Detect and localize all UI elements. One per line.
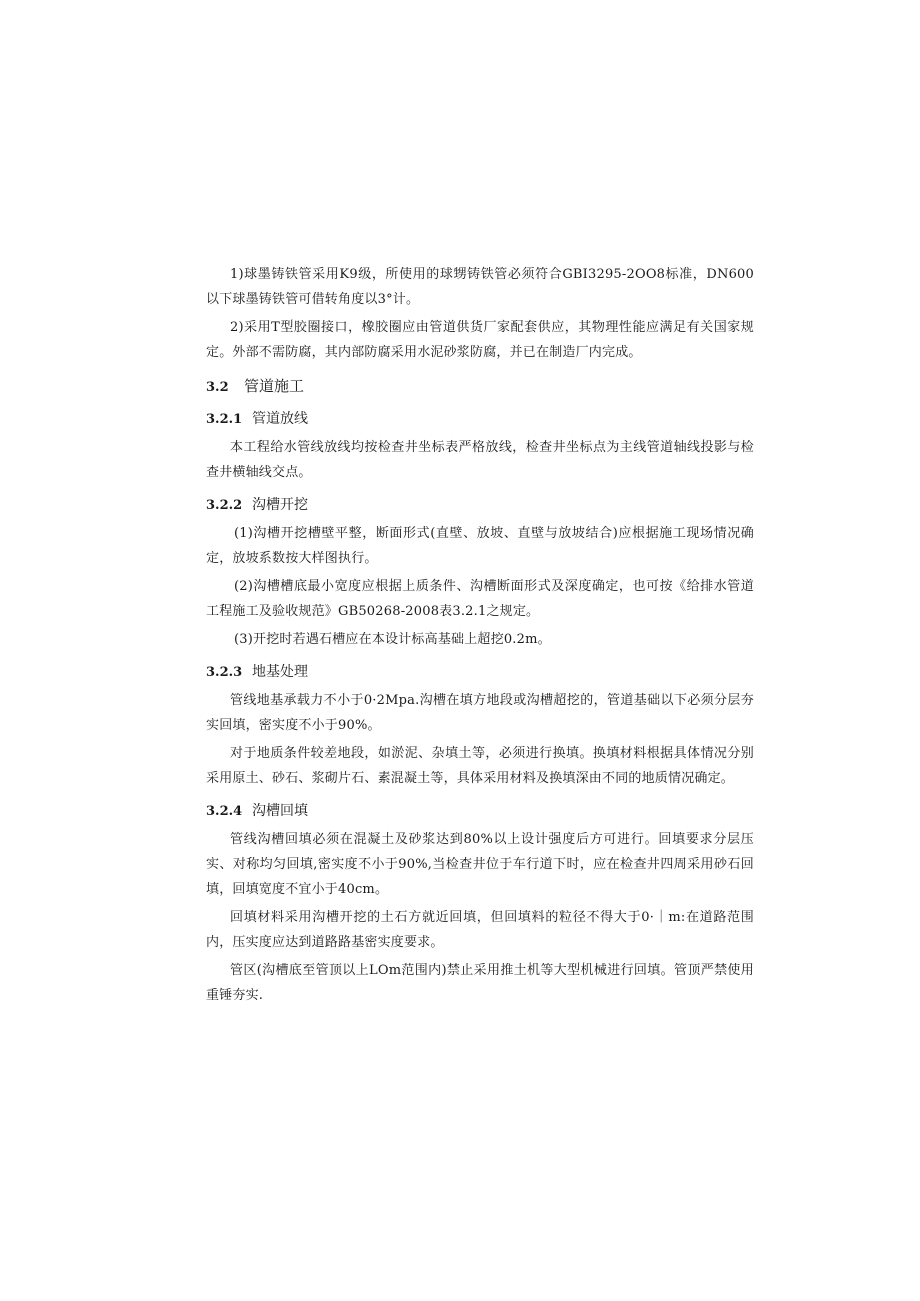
paragraph-3-2-2-2: (2)沟槽槽底最小宽度应根据上质条件、沟槽断面形式及深度确定，也可按《给排水管道工程施工及验收规范》GB50268-2008表3.2.1之规定。: [206, 579, 754, 619]
section-number: 3.2.3: [206, 665, 243, 680]
section-number: 3.2.1: [206, 412, 243, 427]
intro-paragraph-1: 1)球墨铸铁管采用K9级，所使用的球甥铸铁管必须符合GBI3295-2OO8标准，DN600以下球墨铸铁管可借转角度以3°计。: [206, 267, 754, 307]
section-title: 管道施工: [244, 377, 305, 395]
section-heading-3-2-2: [206, 494, 754, 517]
section-title: 沟槽回填: [252, 803, 308, 819]
paragraph-3-2-4-1: 管线沟槽回填必须在混凝土及砂浆达到80%以上设计强度后方可进行。回填要求分层压实、对称均匀回填,密实度不小于90%,当检查井位于车行道下时，应在检查井四周采用砂石回填，回填宽度不宜小于40cm。: [206, 832, 754, 897]
paragraph-3-2-3-1: 管线地基承载力不小于0·2Mpa.沟槽在填方地段或沟槽超挖的，管道基础以下必须分层夯实回填，密实度不小于90%。: [206, 693, 754, 733]
paragraph-3-2-4-3: 管区(沟槽底至管顶以上LOm范围内)禁止采用推土机等大型机械进行回填。管顶严禁使用重锤夯实.: [206, 963, 754, 1003]
section-heading-3-2-4: [206, 800, 754, 823]
paragraph-3-2-3-2: 对于地质条件较差地段，如淤泥、杂填土等，必须进行换填。换填材料根据具体情况分别采用原土、砂石、浆砌片石、素混凝土等，具体采用材料及换填深由不同的地质情况确定。: [206, 746, 754, 786]
section-number: 3.2: [206, 380, 229, 395]
section-title: 沟槽开挖: [252, 497, 308, 513]
section-title: 管道放线: [252, 411, 308, 427]
paragraph-3-2-2-1: (1)沟槽开挖槽壁平整，断面形式(直壁、放坡、直壁与放坡结合)应根据施工现场情况确定，放坡系数按大样图执行。: [206, 526, 754, 566]
paragraph-3-2-4-2: 回填材料采用沟槽开挖的土石方就近回填，但回填料的粒径不得大于0·｜m:在道路范围内，压实度应达到道路路基密实度要求。: [206, 910, 754, 950]
section-title: 地基处理: [252, 664, 308, 680]
paragraph-3-2-2-3: (3)开挖时若遇石槽应在本设计标高基础上超挖0.2m。: [234, 632, 551, 647]
section-heading-3-2-3: [206, 661, 754, 684]
document-body: [206, 262, 754, 1008]
section-heading-3-2: [206, 375, 754, 399]
intro-paragraph-2: 2)采用T型胶圈接口，橡胶圈应由管道供货厂家配套供应，其物理性能应满足有关国家规定。外部不需防腐，其内部防腐采用水泥砂浆防腐，并已在制造厂内完成。: [206, 320, 754, 360]
section-heading-3-2-1: [206, 408, 754, 431]
paragraph-3-2-1-1: 本工程给水管线放线均按检查井坐标表严格放线，检查井坐标点为主线管道轴线投影与检查井横轴线交点。: [206, 440, 754, 480]
section-number: 3.2.4: [206, 804, 243, 819]
section-number: 3.2.2: [206, 498, 243, 513]
